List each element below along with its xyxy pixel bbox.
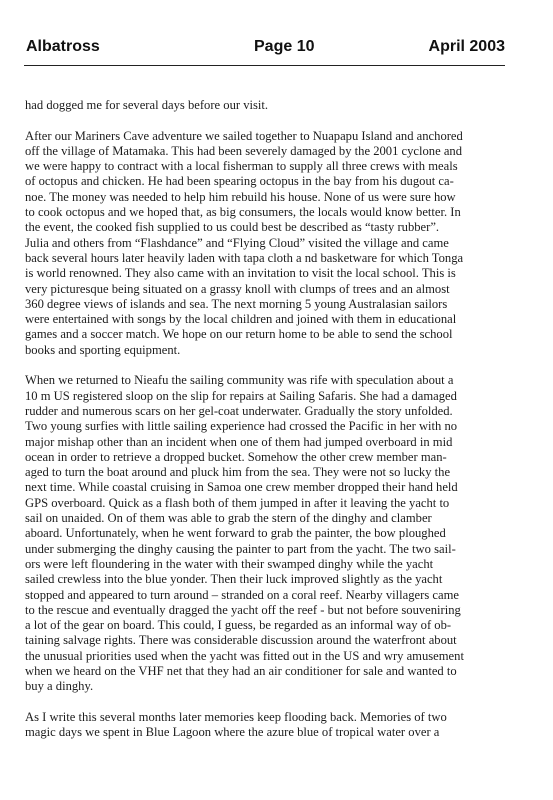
text-line: sail on unaided. On of them was able to grab the stern of the dinghy and clamber <box>25 511 432 526</box>
page-header <box>26 38 505 60</box>
text-line: rudder and numerous scars on her gel-coat underwater. Gradually the story unfolded. <box>25 403 453 418</box>
text-line: noe. The money was needed to help him rebuild his house. None of us were sure how <box>25 189 456 204</box>
paragraph <box>25 710 523 741</box>
text-line: were entertained with songs by the local children and joined with them in educational <box>25 312 457 327</box>
text-line: is world renowned. They also came with an invitation to visit the local school. This is <box>25 266 456 281</box>
text-line: buy a dinghy. <box>25 679 94 694</box>
paragraph <box>25 98 523 113</box>
text-line: aboard. Unfortunately, when he went forward to grab the painter, the bow ploughed <box>25 526 446 541</box>
text-line: very picturesque being situated on a grassy knoll with clumps of trees and an almost <box>25 281 450 296</box>
text-line: back several hours later heavily laden with tapa cloth a nd basketware for which Tonga <box>25 250 464 265</box>
text-line: when we heard on the VHF net that they had an air conditioner for sale and wanted to <box>25 663 457 678</box>
paragraph-gap <box>25 695 523 710</box>
paragraph <box>25 129 523 358</box>
text-line: the unusual priorities used when the yacht was fitted out in the US and wry amusement <box>25 648 464 663</box>
newsletter-title: Albatross <box>26 38 100 55</box>
text-line: a lot of the gear on board. This could, I guess, be regarded as an informal way of ob- <box>25 618 452 633</box>
text-line: books and sporting equipment. <box>25 342 181 357</box>
text-line: taining salvage rights. There was considerable discussion around the waterfront about <box>25 633 457 648</box>
text-line: to cook octopus and we hoped that, as big consumers, the locals would know better. In <box>25 205 461 220</box>
text-line: of octopus and chicken. He had been spearing octopus in the bay from his dugout ca- <box>25 174 454 189</box>
text-line: to the rescue and eventually dragged the yacht off the reef - but not before souveniring <box>25 602 461 617</box>
page-number: Page 10 <box>254 38 315 55</box>
text-line: After our Mariners Cave adventure we sailed together to Nuapapu Island and anchored <box>25 128 463 143</box>
text-line: 10 m US registered sloop on the slip for repairs at Sailing Safaris. She had a damaged <box>25 388 457 403</box>
text-line: had dogged me for several days before our visit. <box>25 98 269 112</box>
text-line: off the village of Matamaka. This had been severely damaged by the 2001 cyclone and <box>25 143 463 158</box>
paragraph <box>25 373 523 694</box>
paragraph-gap <box>25 358 523 373</box>
text-line: major mishap other than an incident when one of them had jumped overboard in mid <box>25 434 453 449</box>
text-line: aged to turn the boat around and pluck him from the sea. They were not so lucky the <box>25 465 451 480</box>
text-line: Julia and others from “Flashdance” and “Flying Cloud” visited the village and came <box>25 235 449 250</box>
text-line: sailed crewless into the blue yonder. Then their luck improved slightly as the yacht <box>25 572 443 587</box>
text-line: the event, the cooked fish supplied to us could best be described as “tasty rubber”. <box>25 220 440 235</box>
text-line: under submerging the dinghy causing the painter to part from the yacht. The two sail- <box>25 541 456 556</box>
text-line: games and a soccer match. We hope on our return home to be able to send the school <box>25 327 453 342</box>
text-line: we were happy to contract with a local fisherman to supply all three crews with meals <box>25 159 458 174</box>
text-line: GPS overboard. Quick as a flash both of them jumped in after it leaving the yacht to <box>25 495 450 510</box>
text-line: When we returned to Nieafu the sailing community was rife with speculation about a <box>25 373 454 388</box>
text-line: next time. While coastal cruising in Samoa one crew member dropped their hand held <box>25 480 458 495</box>
header-divider <box>24 65 505 66</box>
text-line: Two young surfies with little sailing experience had crossed the Pacific in her with no <box>25 419 458 434</box>
text-line: magic days we spent in Blue Lagoon where the azure blue of tropical water over a <box>25 725 440 740</box>
text-line: ors were left floundering in the water with their swamped dinghy while the yacht <box>25 556 434 571</box>
paragraph-gap <box>25 113 523 128</box>
article-body <box>25 98 523 740</box>
issue-date: April 2003 <box>428 38 505 55</box>
text-line: 360 degree views of islands and sea. The next morning 5 young Australasian sailors <box>25 296 448 311</box>
text-line: As I write this several months later memories keep flooding back. Memories of two <box>25 709 447 724</box>
text-line: stopped and appeared to turn around – stranded on a coral reef. Nearby villagers came <box>25 587 459 602</box>
text-line: ocean in order to retrieve a dropped bucket. Somehow the other crew member man- <box>25 449 447 464</box>
